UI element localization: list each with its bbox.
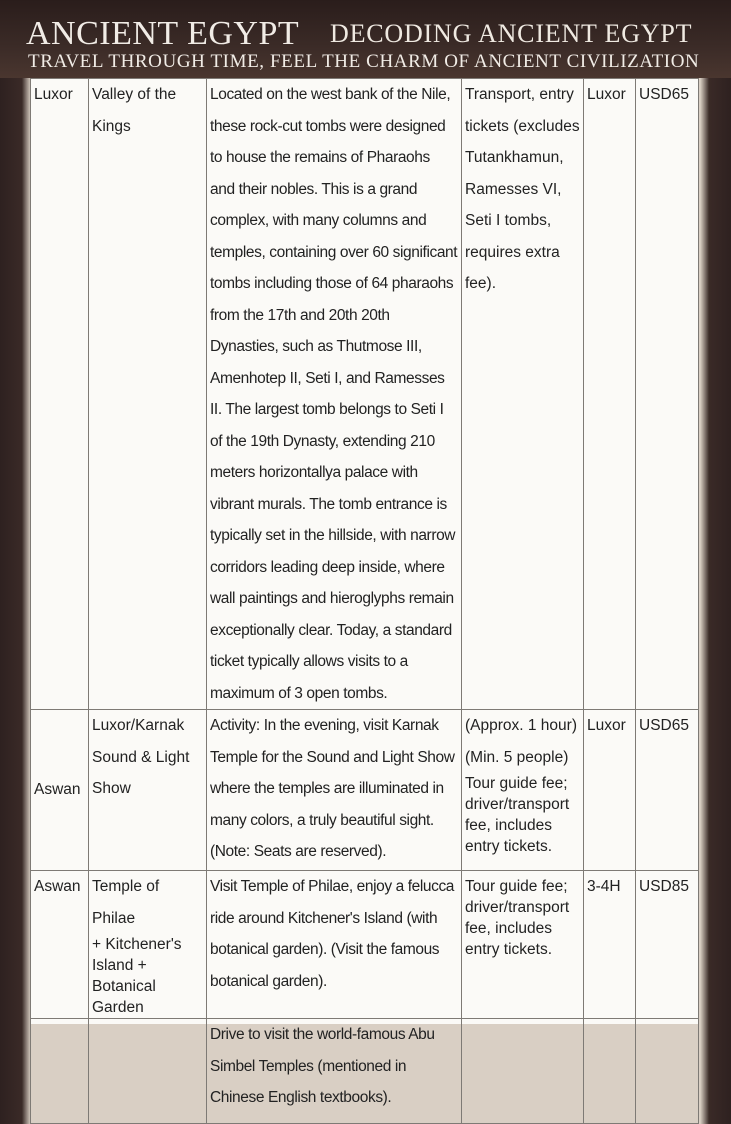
city-cell: Aswan bbox=[31, 710, 89, 871]
location-cell bbox=[584, 1019, 636, 1124]
includes-cell bbox=[462, 710, 584, 871]
price-cell: USD65 bbox=[636, 710, 699, 871]
location-cell: Luxor bbox=[584, 710, 636, 871]
table-row bbox=[31, 710, 699, 871]
description-cell: Visit Temple of Philae, enjoy a felucca ride around Kitchener's Island (with botanical garden). (Visit the famous botanical garden). bbox=[207, 871, 462, 1019]
city-cell: Luxor bbox=[31, 79, 89, 710]
description-cell: Located on the west bank of the Nile, these rock-cut tombs were designed to house the remains of Pharaohs and their nobles. This is a grand complex, with many columns and temples, containing over 60 significant tombs including those of 64 pharaohs from the 17th and 20th 20th Dynasties, such as Thutmose III, Amenhotep II, Seti I, and Ramesses II. The largest tomb belongs to Seti I of the 19th Dynasty, extending 210 meters horizontallya palace with vibrant murals. The tomb entrance is typically set in the hillside, with narrow corridors leading deep inside, where wall paintings and hieroglyphs remain exceptionally clear. Today, a standard ticket typically allows visits to a maximum of 3 open tombs. bbox=[207, 79, 462, 710]
includes-cell bbox=[462, 1019, 584, 1124]
price-cell bbox=[636, 1019, 699, 1124]
city-cell: Aswan bbox=[31, 871, 89, 1019]
attraction-cell: Luxor/Karnak Sound & Light Show bbox=[89, 710, 207, 871]
table-row bbox=[31, 871, 699, 1019]
attraction-extra: + Kitchener's Island + Botanical Garden bbox=[92, 936, 182, 1016]
includes-cell: Transport, entry tickets (excludes Tutankhamun, Ramesses VI, Seti I tombs, requires extra fee). bbox=[462, 79, 584, 710]
table-row bbox=[31, 1019, 699, 1124]
table-row bbox=[31, 79, 699, 710]
header-banner bbox=[0, 0, 731, 78]
attraction-cell bbox=[89, 1019, 207, 1124]
duration-note: (Approx. 1 hour) (Min. 5 people) bbox=[465, 717, 577, 766]
attraction-name: Temple of Philae bbox=[92, 878, 160, 927]
attraction-cell: Valley of the Kings bbox=[89, 79, 207, 710]
city-cell bbox=[31, 1019, 89, 1124]
itinerary-sheet bbox=[30, 78, 698, 1106]
description-cell: Drive to visit the world-famous Abu Simbel Temples (mentioned in Chinese English textbooks). bbox=[207, 1019, 462, 1124]
itinerary-table bbox=[30, 78, 699, 1124]
price-cell: USD85 bbox=[636, 871, 699, 1019]
brand-title: ANCIENT EGYPT bbox=[26, 15, 300, 52]
includes-cell: Tour guide fee; driver/transport fee, includes entry tickets. bbox=[462, 871, 584, 1019]
tagline: TRAVEL THROUGH TIME, FEEL THE CHARM OF ANCIENT CIVILIZATION bbox=[28, 51, 700, 72]
includes-note: Tour guide fee; driver/transport fee, includes entry tickets. bbox=[465, 775, 570, 855]
location-cell: 3-4H bbox=[584, 871, 636, 1019]
attraction-cell bbox=[89, 871, 207, 1019]
page-headline: DECODING ANCIENT EGYPT bbox=[330, 19, 693, 48]
price-cell: USD65 bbox=[636, 79, 699, 710]
location-cell: Luxor bbox=[584, 79, 636, 710]
description-cell: Activity: In the evening, visit Karnak Temple for the Sound and Light Show where the temples are illuminated in many colors, a truly beautiful sight. (Note: Seats are reserved). bbox=[207, 710, 462, 871]
